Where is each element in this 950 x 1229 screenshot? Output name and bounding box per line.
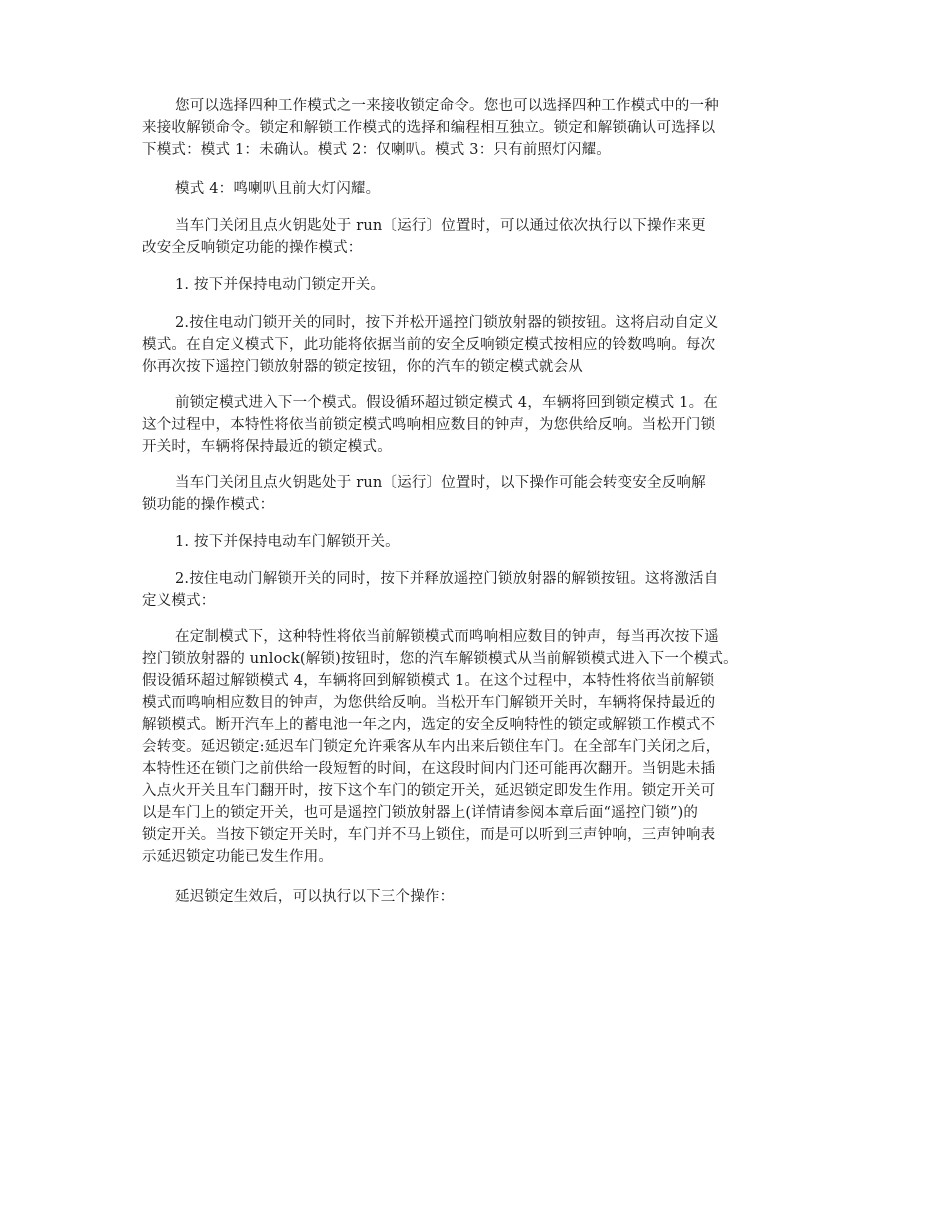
- paragraph-unlock-step-2: 2.按住电动门解锁开关的同时，按下并释放遥控门锁放射器的解锁按钮。这将激活自 定义模式：: [142, 571, 719, 609]
- paragraph-mode-intro: 您可以选择四种工作模式之一来接收锁定命令。您也可以选择四种工作模式中的一种 来接收解锁命令。锁定和解锁工作模式的选择和编程相互独立。锁定和解锁确认可选择以 下模式：模式 1：未确认。模式 2：仅喇叭。模式 3：只有前照灯闪耀。: [142, 98, 719, 158]
- paragraph-lock-cycle: 前锁定模式进入下一个模式。假设循环超过锁定模式 4，车辆将回到锁定模式 1。在 这个过程中，本特性将依当前锁定模式鸣响相应数目的钟声，为您供给反响。当松开门锁 开关时，车辆将保持最近的锁定模式。: [142, 395, 718, 455]
- paragraph-delayed-lock-operations: 延迟锁定生效后，可以执行以下三个操作：: [175, 889, 455, 905]
- paragraph-unlock-step-1: 1. 按下并保持电动车门解锁开关。: [175, 534, 400, 550]
- paragraph-custom-mode-delayed-lock: 在定制模式下，这种特性将依当前解锁模式而鸣响相应数目的钟声，每当再次按下遥 控门锁放射器的 unlock(解锁)按钮时，您的汽车解锁模式从当前解锁模式进入下一个模式。 假设循环超过解锁模式 4，车辆将回到解锁模式 1。在这个过程中，本特性将依当前解锁 模式而鸣响相应数目的钟声，为您供给反响。当松开车门解锁开关时，车辆将保持最近的 解锁模式。断开汽车上的蓄电池一年之内，选定的安全反响特性的锁定或解锁工作模式不 会转变。延迟锁定:延迟车门锁定允许乘客从车内出来后锁住车门。在全部车门关闭之后， 本特性还在锁门之前供给一段短暂的时间，在这段时间内门还可能再次翻开。当钥匙未插 入点火开关且车门翻开时，按下这个车门的锁定开关，延迟锁定即发生作用。锁定开关可 以是车门上的锁定开关，也可是遥控门锁放射器上(详情请参阅本章后面“遥控门锁”)的 锁定开关。当按下锁定开关时，车门并不马上锁住，而是可以听到三声钟响，三声钟响表 示延迟锁定功能已发生作用。: [142, 629, 738, 865]
- paragraph-lock-mode-change-intro: 当车门关闭且点火钥匙处于 run〔运行〕位置时，可以通过依次执行以下操作来更 改安全反响锁定功能的操作模式：: [142, 218, 706, 256]
- paragraph-unlock-mode-change-intro: 当车门关闭且点火钥匙处于 run〔运行〕位置时，以下操作可能会转变安全反响解 锁功能的操作模式：: [142, 475, 706, 513]
- paragraph-lock-step-2: 2.按住电动门锁开关的同时，按下并松开遥控门锁放射器的锁按钮。这将启动自定义 模式。在自定义模式下，此功能将依据当前的安全反响锁定模式按相应的铃数鸣响。每次 你再次按下遥控门锁放射器的锁定按钮，你的汽车的锁定模式就会从: [142, 315, 719, 375]
- paragraph-mode-4: 模式 4：鸣喇叭且前大灯闪耀。: [175, 181, 381, 197]
- paragraph-lock-step-1: 1. 按下并保持电动门锁定开关。: [175, 277, 386, 293]
